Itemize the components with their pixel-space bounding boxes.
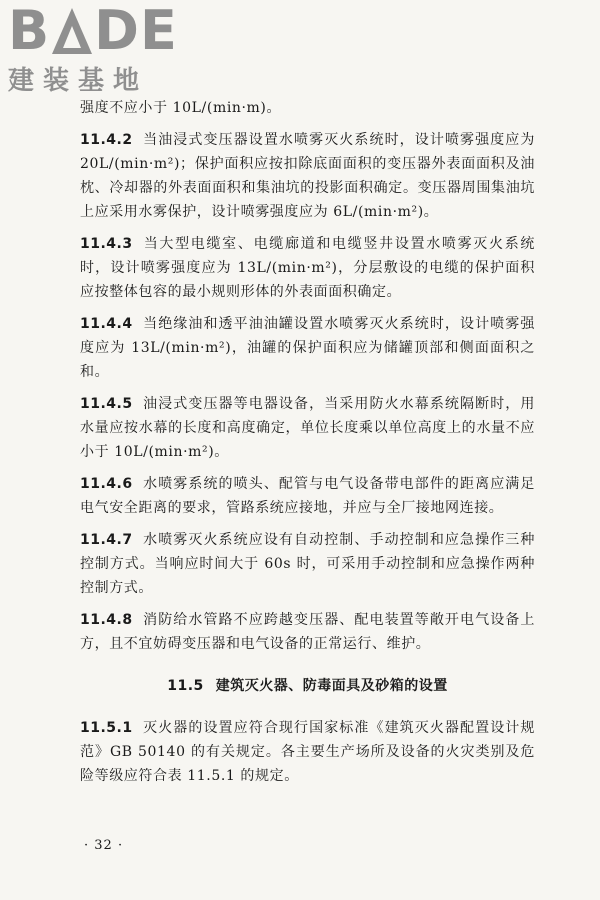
clause-text: 灭火器的设置应符合现行国家标准《建筑灭火器配置设计规范》GB 50140 的有关规定。各主要生产场所及设备的火灾类别及危险等级应符合表 11.5.1 的规定。: [80, 720, 535, 784]
clause-paragraph: [80, 528, 535, 600]
clause-number: 11.4.7: [80, 532, 133, 548]
section-number: 11.5: [167, 678, 204, 694]
clause-number: 11.4.3: [80, 236, 133, 252]
section-clause-list: [80, 716, 535, 788]
clause-paragraph: [80, 608, 535, 656]
clause-paragraph: [80, 472, 535, 520]
clause-paragraph: [80, 392, 535, 464]
logo-a-triangle-icon: [52, 8, 92, 54]
clause-number: 11.5.1: [80, 720, 133, 736]
clause-list: [80, 96, 535, 656]
logo-wordmark: [8, 0, 183, 62]
clause-paragraph: [80, 128, 535, 224]
clause-paragraph: [80, 716, 535, 788]
clause-number: 11.4.5: [80, 396, 133, 412]
clause-text: 当绝缘油和透平油油罐设置水喷雾灭火系统时，设计喷雾强度应为 13L/(min·m²)，油罐的保护面积应为储罐顶部和侧面面积之和。: [80, 316, 535, 380]
section-title-text: 建筑灭火器、防毒面具及砂箱的设置: [215, 678, 448, 694]
bade-logo: [8, 0, 183, 96]
clause-text: 当油浸式变压器设置水喷雾灭火系统时，设计喷雾强度应为 20L/(min·m²)；保护面积应按扣除底面面积的变压器外表面面积及油枕、冷却器的外表面面积和集油坑的投影面积确定。变压器周围集油坑上应采用水雾保护，设计喷雾强度应为 6L/(min·m²)。: [80, 132, 535, 220]
logo-letter-b: B: [8, 0, 51, 62]
page-number: · 32 ·: [84, 838, 124, 853]
clause-text: 水喷雾灭火系统应设有自动控制、手动控制和应急操作三种控制方式。当响应时间大于 60s 时，可采用手动控制和应急操作两种控制方式。: [80, 532, 535, 596]
logo-letters-de: DE: [94, 0, 178, 62]
clause-paragraph: [80, 96, 535, 120]
clause-text: 消防给水管路不应跨越变压器、配电装置等敞开电气设备上方，且不宜妨碍变压器和电气设备的正常运行、维护。: [80, 612, 535, 652]
document-body: [80, 96, 535, 796]
clause-paragraph: [80, 232, 535, 304]
logo-subtitle: 建装基地: [8, 66, 149, 96]
clause-number: 11.4.2: [80, 132, 133, 148]
clause-text: 油浸式变压器等电器设备，当采用防火水幕系统隔断时，用水量应按水幕的长度和高度确定，单位长度乘以单位高度上的水量不应小于 10L/(min·m²)。: [80, 396, 535, 460]
clause-text: 当大型电缆室、电缆廊道和电缆竖井设置水喷雾灭火系统时，设计喷雾强度应为 13L/(min·m²)，分层敷设的电缆的保护面积应按整体包容的最小规则形体的外表面面积确定。: [80, 236, 535, 300]
clause-number: 11.4.8: [80, 612, 133, 628]
clause-text: 水喷雾系统的喷头、配管与电气设备带电部件的距离应满足电气安全距离的要求，管路系统应接地，并应与全厂接地网连接。: [80, 476, 535, 516]
clause-number: 11.4.4: [80, 316, 133, 332]
clause-paragraph: [80, 312, 535, 384]
clause-text: 强度不应小于 10L/(min·m)。: [80, 100, 282, 116]
clause-number: 11.4.6: [80, 476, 133, 492]
section-heading: [80, 674, 535, 698]
